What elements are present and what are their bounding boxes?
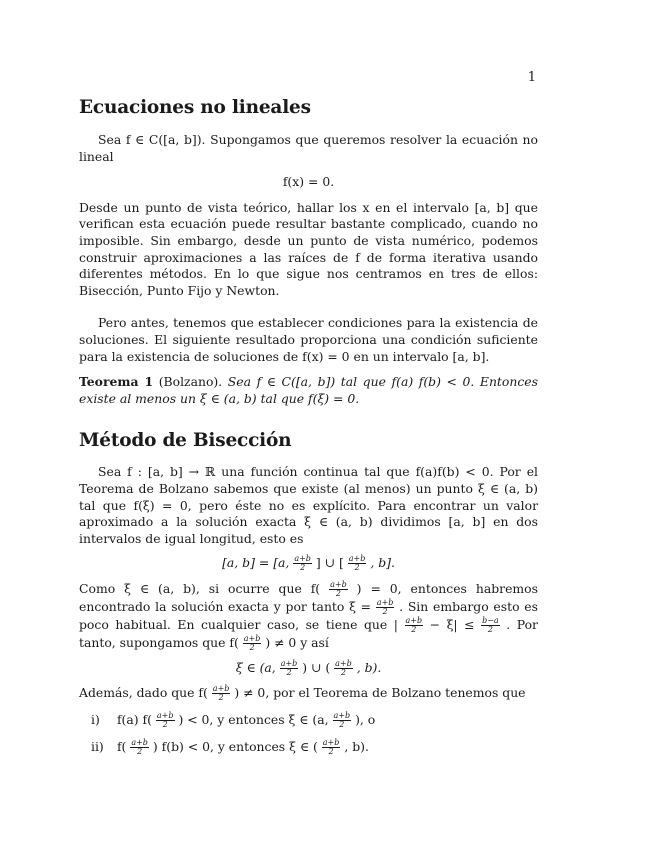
page-content bbox=[79, 96, 538, 756]
equation-interval-split bbox=[79, 555, 538, 572]
eq1-right: , b]. bbox=[370, 555, 395, 571]
eq1-left: [a, b] = [a, bbox=[222, 555, 290, 571]
section-title-biseccion: Método de Bisección bbox=[79, 430, 292, 452]
theorem-label: Teorema 1 bbox=[79, 374, 154, 390]
fraction-midpoint: $\frac{a+b}{2}$ bbox=[131, 738, 148, 757]
fraction-midpoint: $\frac{a+b}{2}$ bbox=[294, 554, 311, 573]
list-item-i: i) f(a) f( $\frac{a+b}{2}$ ) < 0, y entonces ξ ∈ (a, $\frac{a+b}{2}$ ), o bbox=[91, 711, 376, 730]
page-number: 1 bbox=[527, 70, 536, 85]
theorem-name: (Bolzano). bbox=[158, 374, 223, 390]
paragraph-1: Desde un punto de vista teórico, hallar los x en el intervalo [a, b] que verifican esta ecuación puede resultar bastante complicado, cuando no imposible. Sin embargo, desde un punto de vista numérico, podemos construir aproximaciones a las raíces de f de forma iterativa usando diferentes métodos. En lo que sigue nos centramos en tres de ellos: Bisección, Punto Fijo y Newton. bbox=[79, 199, 538, 298]
theorem-text: Sea f ∈ C([a, b]) tal que f(a) f(b) < 0. Entonces existe al menos un ξ ∈ (a, b) tal que f(ξ) = 0. bbox=[79, 374, 538, 406]
eq1-mid: ] ∪ [ bbox=[315, 555, 344, 571]
theorem-bolzano bbox=[79, 374, 538, 407]
fraction-midpoint: $\frac{a+b}{2}$ bbox=[333, 711, 351, 730]
fraction-midpoint: $\frac{a+b}{2}$ bbox=[330, 580, 347, 599]
list-item-ii: ii) f( $\frac{a+b}{2}$ ) f(b) < 0, y entonces ξ ∈ ( $\frac{a+b}{2}$ , b). bbox=[91, 738, 369, 757]
list-label-i: i) bbox=[91, 712, 100, 728]
section-title-ecuaciones: Ecuaciones no lineales bbox=[79, 97, 311, 118]
equation-fx: f(x) = 0. bbox=[282, 174, 335, 190]
fraction-midpoint: $\frac{a+b}{2}$ bbox=[156, 711, 174, 730]
fraction-midpoint: $\frac{a+b}{2}$ bbox=[280, 659, 298, 678]
fraction-midpoint: $\frac{a+b}{2}$ bbox=[376, 598, 394, 617]
fraction-midpoint: $\frac{a+b}{2}$ bbox=[348, 554, 366, 573]
fraction-midpoint: $\frac{a+b}{2}$ bbox=[335, 659, 352, 678]
fraction-midpoint: $\frac{a+b}{2}$ bbox=[405, 616, 423, 635]
biseccion-paragraph-1: Sea f : [a, b] → ℝ una función continua tal que f(a)f(b) < 0. Por el Teorema de Bolzano sabemos que existe (al menos) un punto ξ ∈ (a, b) tal que f(ξ) = 0, pero éste no es explícito. Para encontrar un valor aproximado a la solución exacta ξ ∈ (a, b) dividimos [a, b] en dos intervalos de igual longitud, esto es bbox=[79, 464, 538, 546]
fraction-midpoint: $\frac{a+b}{2}$ bbox=[322, 738, 340, 757]
paragraph-2: Pero antes, tenemos que establecer condiciones para la existencia de soluciones. El siguiente resultado proporciona una condición suficiente para la existencia de soluciones de f(x) = 0 en un intervalo [a, b]. bbox=[79, 315, 538, 364]
fraction-half-length: $\frac{b-a}{2}$ bbox=[482, 616, 499, 635]
list-label-ii: ii) bbox=[91, 739, 104, 755]
fraction-midpoint: $\frac{a+b}{2}$ bbox=[212, 684, 230, 703]
equation-xi-union: ξ ∈ (a, $\frac{a+b}{2}$ ) ∪ ( $\frac{a+b}{2}$ , b). bbox=[235, 659, 382, 678]
intro-line: Sea f ∈ C([a, b]). Supongamos que queremos resolver la ecuación no lineal bbox=[79, 132, 538, 164]
fraction-midpoint: $\frac{a+b}{2}$ bbox=[243, 634, 261, 653]
biseccion-paragraph-3: Además, dado que f( $\frac{a+b}{2}$ ) ≠ 0, por el Teorema de Bolzano tenemos que bbox=[79, 684, 526, 703]
biseccion-paragraph-2: Como ξ ∈ (a, b), si ocurre que f( $\frac{a+b}{2}$ ) = 0, entonces habremos encontrado la solución exacta y por tanto ξ = $\frac{a+b}{2}$ . Sin embargo esto es poco habitual. En cualquier caso, se tiene que | $\frac{a+b}{2}$ − ξ| ≤ $\frac{b-a}{2}$ . Por tanto, supongamos que f( $\frac{a+b}{2}$ ) ≠ 0 y así bbox=[79, 580, 538, 653]
